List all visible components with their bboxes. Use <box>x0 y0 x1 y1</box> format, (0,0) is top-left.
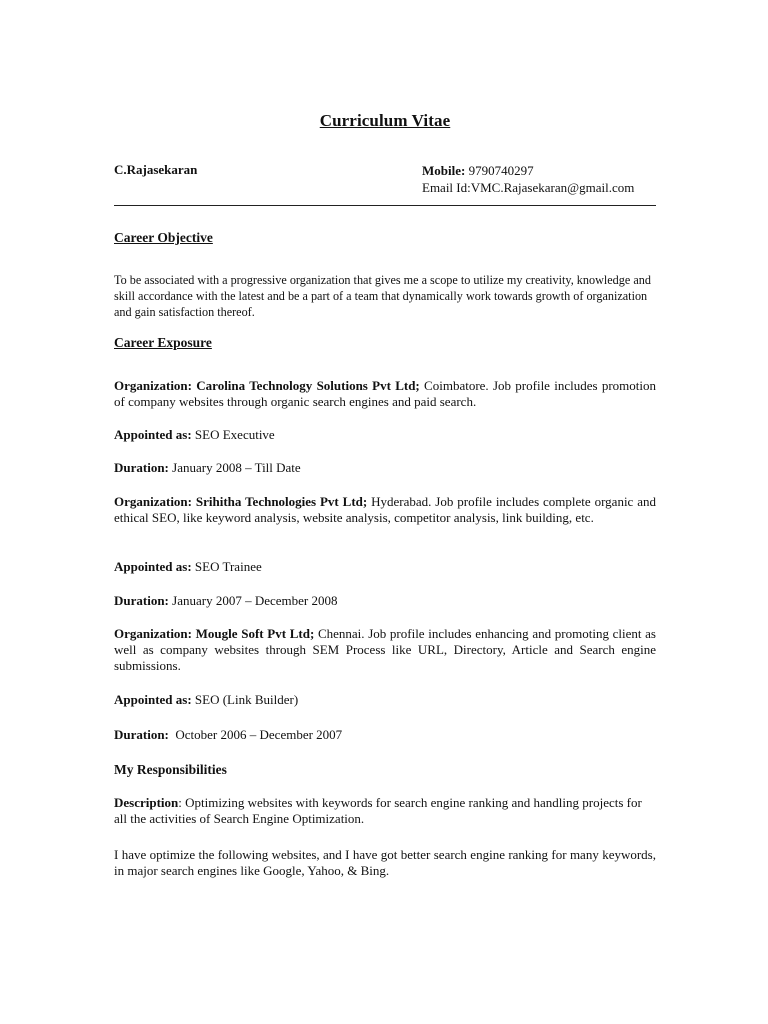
email-line: Email Id:VMC.Rajasekaran@gmail.com <box>422 180 635 195</box>
responsibilities-heading: My Responsibilities <box>114 762 227 777</box>
duration-label: Duration: <box>114 593 169 608</box>
career-objective-heading: Career Objective <box>114 230 213 245</box>
contact-block <box>422 162 634 196</box>
appointed-label: Appointed as: <box>114 559 192 574</box>
organization-description: Coimbatore. Job profile includes promotion of company websites through organic search engines and paid search. <box>114 378 656 409</box>
job-duration <box>114 593 337 609</box>
appointed-value: SEO Executive <box>191 427 275 442</box>
appointed-label: Appointed as: <box>114 427 192 442</box>
career-objective-text: To be associated with a progressive organization that gives me a scope to utilize my creativity, knowledge and skill accordance with the latest and be a part of a team that dynamically work towards growth of organization and gain satisfaction thereof. <box>114 273 651 319</box>
cv-page <box>114 0 656 1024</box>
organization-description: Chennai. Job profile includes enhancing and promoting client as well as company websites through SEM Process like URL, Directory, Article and Search engine submissions. <box>114 626 656 673</box>
job-appointed <box>114 559 262 575</box>
appointed-label: Appointed as: <box>114 692 192 707</box>
document-title: Curriculum Vitae <box>319 111 451 130</box>
duration-value: January 2007 – December 2008 <box>168 593 338 608</box>
responsibilities-paragraph: I have optimize the following websites, and I have got better search engine ranking for many keywords, in major search engines like Google, Yahoo, & Bing. <box>114 847 656 878</box>
job-appointed <box>114 692 298 708</box>
duration-label: Duration: <box>114 727 169 742</box>
job-duration <box>114 727 342 743</box>
description-label: Description <box>114 795 179 810</box>
job-duration <box>114 460 301 476</box>
job-appointed <box>114 427 275 443</box>
appointed-value: SEO Trainee <box>191 559 262 574</box>
duration-value: January 2008 – Till Date <box>168 460 301 475</box>
responsibilities-description <box>114 795 656 827</box>
job-organization <box>114 378 656 410</box>
mobile-value: 9790740297 <box>465 163 534 178</box>
mobile-label: Mobile: <box>422 163 466 178</box>
career-exposure-heading: Career Exposure <box>114 335 212 350</box>
description-text: : Optimizing websites with keywords for search engine ranking and handling projects for all the activities of Search Engine Optimization. <box>114 795 642 826</box>
mobile-line <box>422 162 634 179</box>
organization-label: Organization: Mougle Soft Pvt Ltd; <box>114 626 315 641</box>
duration-value: October 2006 – December 2007 <box>168 727 343 742</box>
organization-description: Hyderabad. Job profile includes complete organic and ethical SEO, like keyword analysis, website analysis, competitor analysis, link building, etc. <box>114 494 656 525</box>
header-divider <box>114 205 656 206</box>
job-organization <box>114 494 656 526</box>
organization-label: Organization: Carolina Technology Solutions Pvt Ltd; <box>114 378 420 393</box>
organization-label: Organization: Srihitha Technologies Pvt Ltd; <box>114 494 368 509</box>
duration-label: Duration: <box>114 460 169 475</box>
candidate-name: C.Rajasekaran <box>114 162 198 177</box>
appointed-value: SEO (Link Builder) <box>191 692 299 707</box>
job-organization <box>114 626 656 674</box>
